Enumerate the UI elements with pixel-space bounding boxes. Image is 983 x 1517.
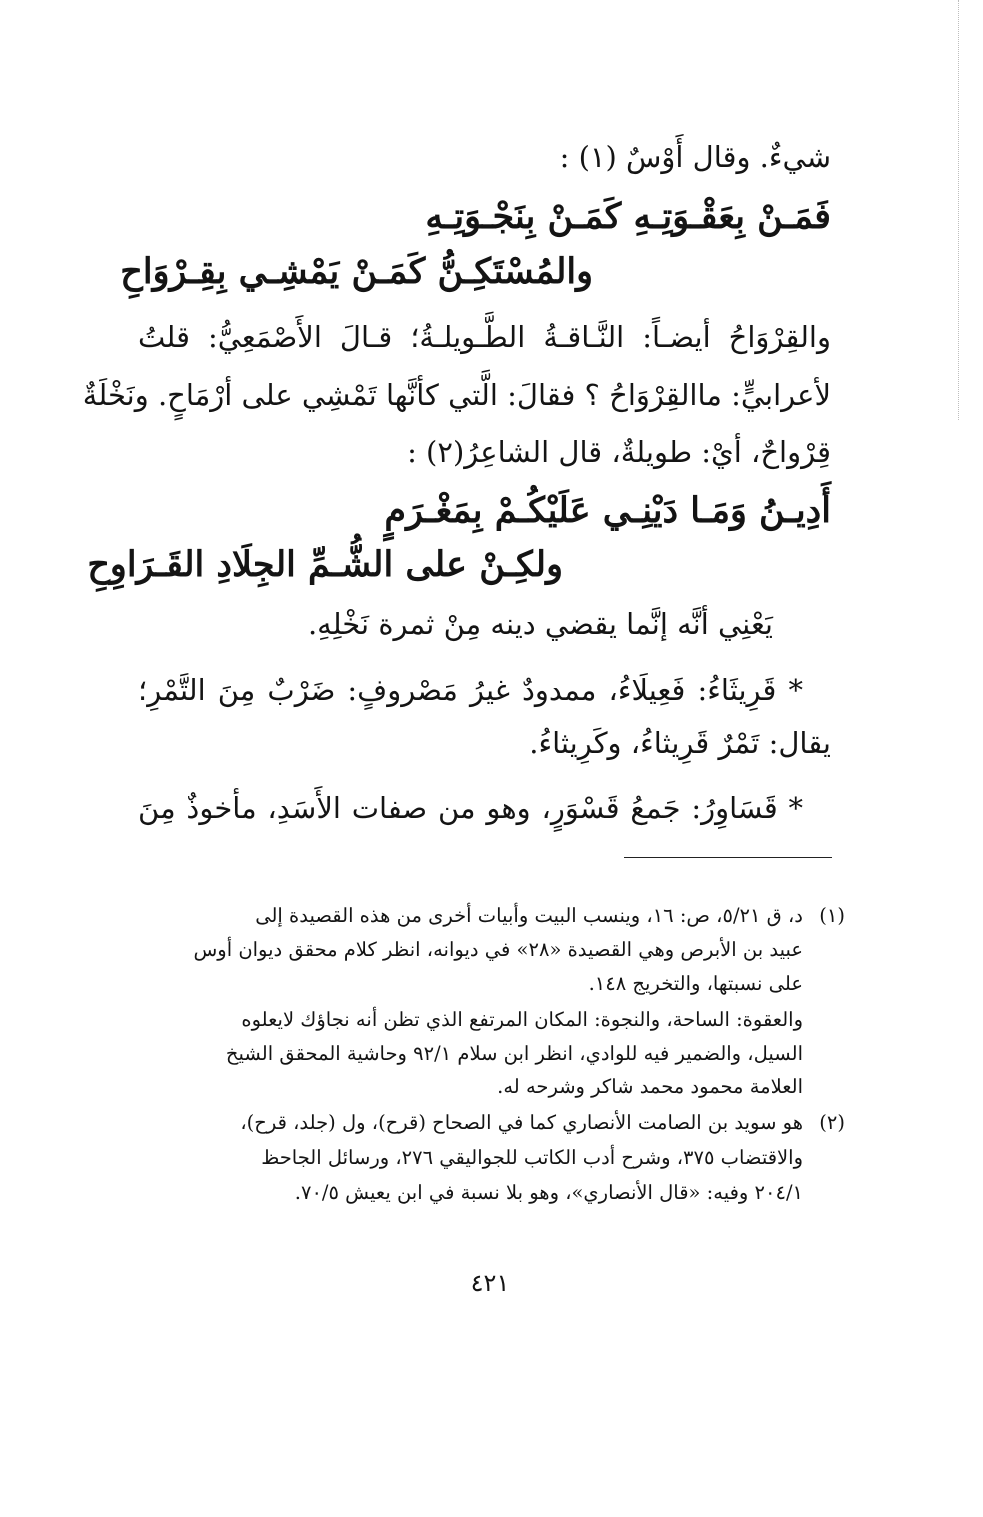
entry-qarithaa-2: يقال: تَمْرٌ قَرِيثاءُ، وكَرِيثاءُ. bbox=[529, 726, 831, 760]
text-line-qirwah-1: والقِرْوَاحُ أيضـاً: النَّـاقـةُ الطَّـويلـةُ؛ قـالَ الأَصْمَعِيُّ: قلتُ bbox=[138, 320, 831, 354]
footnote-1-line-2: عبيد بن الأبرص وهي القصيدة «٢٨» في ديوانه، انظر كلام محقق ديوان أوس bbox=[193, 938, 803, 961]
verse-line-2: والمُسْتَكِـنُّ كَمَـنْ يَمْشِـي بِقِـرْوَاحِ bbox=[120, 251, 593, 292]
text-line-intro: شيءٌ. وقال أَوْسٌ (١) : bbox=[559, 140, 831, 174]
text-line-qirwah-3: قِرْواحٌ، أيْ: طويلةٌ، قال الشاعِرُ(٢) : bbox=[407, 435, 831, 469]
footnote-2-line-1: هو سويد بن الصامت الأنصاري كما في الصحاح (قرح)، ول (جلد، قرح)، bbox=[240, 1111, 803, 1134]
footnote-2-line-3: ٢٠٤/١ وفيه: «قال الأنصاري»، وهو بلا نسبة في ابن يعيش ٧٠/٥. bbox=[294, 1181, 803, 1204]
footnote-separator bbox=[624, 857, 832, 858]
text-line-explanation: يَعْنِي أنَّه إنَّما يقضي دينه مِنْ ثمرة نَخْلِهِ. bbox=[307, 607, 773, 641]
entry-qarithaa-1: * قَرِيثَاءُ: فَعِيلَاءُ، ممدودٌ غيرُ مَصْروفٍ: ضَرْبٌ مِنَ التَّمْرِ؛ bbox=[138, 673, 803, 707]
footnote-2-number: (٢) bbox=[819, 1111, 845, 1134]
footnote-1-line-6: العلامة محمود محمد شاكر وشرحه له. bbox=[497, 1075, 803, 1098]
verse-line-4: ولكِـنْ على الشُّـمِّ الجِلَادِ القَـرَاوِحِ bbox=[87, 544, 563, 585]
verse-line-3: أَدِيـنُ وَمَـا دَيْنِـي عَلَيْكُـمْ بِمَغْـرَمٍ bbox=[384, 490, 831, 531]
verse-line-1: فَمَـنْ بِعَقْـوَتِـهِ كَمَـنْ بِنَجْـوَتِـهِ bbox=[425, 196, 831, 237]
entry-qasawir: * قَسَاوِرُ: جَمعُ قَسْوَرٍ، وهو من صفات الأَسَدِ، مأخوذٌ مِنَ bbox=[138, 791, 803, 825]
text-line-qirwah-2: لأعرابيٍّ: ماالقِرْوَاحُ ؟ فقالَ: الَّتي كأنَّها تَمْشِي على أرْمَاحٍ. ونَخْلَةٌ bbox=[82, 378, 831, 412]
page-number: ٤٢١ bbox=[470, 1269, 510, 1297]
footnote-2-line-2: والاقتضاب ٣٧٥، وشرح أدب الكاتب للجواليقي ٢٧٦، ورسائل الجاحظ bbox=[261, 1146, 803, 1169]
margin-dotted-line bbox=[958, 0, 959, 420]
footnote-1-number: (١) bbox=[819, 904, 845, 927]
footnote-1-line-3: على نسبتها، والتخريج ١٤٨. bbox=[588, 972, 803, 995]
footnote-1-line-5: السيل، والضمير فيه للوادي، انظر ابن سلام ٩٢/١ وحاشية المحقق الشيخ bbox=[225, 1042, 803, 1065]
footnote-1-line-4: والعقوة: الساحة، والنجوة: المكان المرتفع الذي تظن أنه نجاؤك لايعلوه bbox=[241, 1008, 803, 1031]
footnote-1-line-1: د، ق ٥/٢١، ص: ١٦، وينسب البيت وأبيات أخرى من هذه القصيدة إلى bbox=[255, 904, 803, 927]
